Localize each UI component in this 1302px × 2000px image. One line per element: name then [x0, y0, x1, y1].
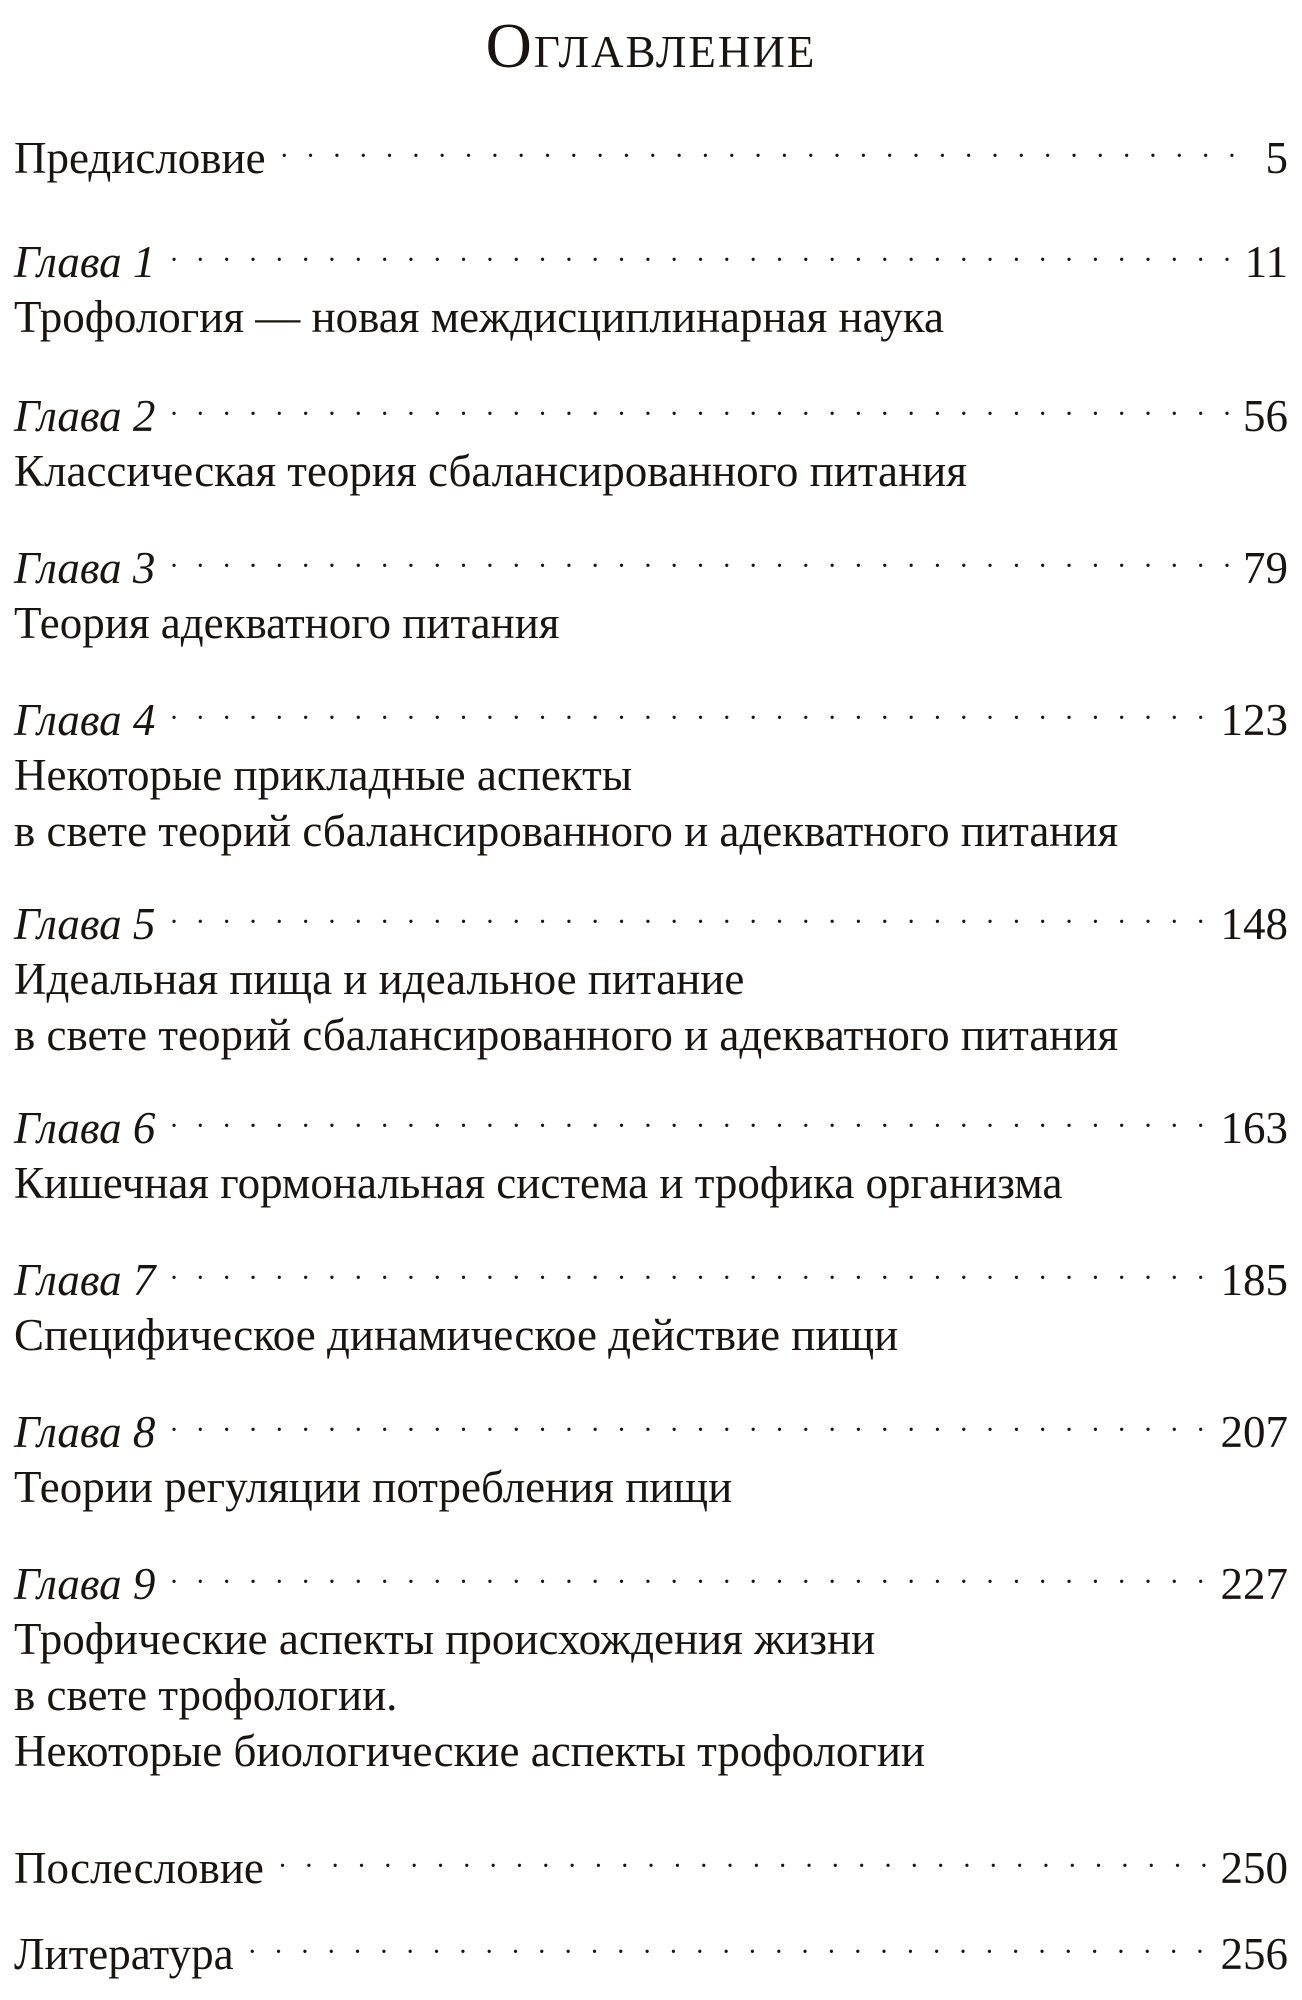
toc-entry-chapter-7[interactable] [14, 1250, 1288, 1310]
dot-leader [169, 1553, 1210, 1613]
chapter-6-title: Кишечная гормональная система и трофика организма [14, 1158, 1063, 1208]
toc-entry-afterword[interactable] [14, 1838, 1288, 1898]
dot-leader [169, 231, 1234, 291]
toc-entry-chapter-1[interactable] [14, 232, 1288, 292]
chapter-4-title-line-2: в свете теорий сбалансированного и адекватного питания [14, 806, 1119, 856]
toc-entry-chapter-3[interactable] [14, 538, 1288, 598]
dot-leader [169, 1249, 1210, 1309]
toc-entry-chapter-6[interactable] [14, 1098, 1288, 1158]
toc-entry-page: 256 [1220, 1929, 1288, 1979]
toc-entry-label: Глава 2 [14, 391, 156, 441]
toc-entry-chapter-8[interactable] [14, 1402, 1288, 1462]
dot-leader [169, 537, 1233, 597]
chapter-8-title: Теории регуляции потребления пищи [14, 1462, 733, 1512]
chapter-5-title-line-2: в свете теорий сбалансированного и адекватного питания [14, 1010, 1119, 1060]
chapter-4-title-line-1: Некоторые прикладные аспекты [14, 750, 633, 800]
toc-entry-page: 227 [1220, 1559, 1288, 1609]
toc-entry-label: Глава 3 [14, 543, 156, 593]
toc-entry-page: 5 [1265, 133, 1288, 183]
dot-leader [169, 893, 1210, 953]
toc-entry-page: 11 [1244, 237, 1288, 287]
toc-entry-chapter-5[interactable] [14, 894, 1288, 954]
dot-leader [169, 1401, 1210, 1461]
dot-leader [169, 385, 1233, 445]
page-title: Оглавление [485, 10, 817, 81]
toc-entry-page: 79 [1243, 543, 1288, 593]
chapter-9-title-line-2: в свете трофологии. [14, 1670, 398, 1720]
toc-entry-page: 207 [1220, 1407, 1288, 1457]
dot-leader [169, 689, 1210, 749]
toc-entry-label: Глава 4 [14, 695, 156, 745]
toc-entry-label: Глава 1 [14, 237, 156, 287]
toc-entry-page: 163 [1220, 1103, 1288, 1153]
toc-entry-chapter-9[interactable] [14, 1554, 1288, 1614]
chapter-3-title: Теория адекватного питания [14, 598, 560, 648]
chapter-9-title-line-1: Трофические аспекты происхождения жизни [14, 1614, 876, 1664]
toc-entry-chapter-4[interactable] [14, 690, 1288, 750]
dot-leader [169, 1097, 1210, 1157]
toc-entry-page: 56 [1243, 391, 1288, 441]
chapter-7-title: Специфическое динамическое действие пищи [14, 1310, 899, 1360]
chapter-5-title-line-1: Идеальная пища и идеальное питание [14, 954, 745, 1004]
chapter-2-title: Классическая теория сбалансированного питания [14, 446, 967, 496]
toc-entry-references[interactable] [14, 1924, 1288, 1984]
dot-leader [278, 1837, 1211, 1897]
dot-leader [280, 127, 1256, 187]
toc-entry-label: Глава 7 [14, 1255, 156, 1305]
toc-entry-label: Глава 6 [14, 1103, 156, 1153]
chapter-9-title-line-3: Некоторые биологические аспекты трофологии [14, 1726, 926, 1776]
toc-entry-label: Предисловие [14, 133, 266, 183]
toc-entry-page: 123 [1220, 695, 1288, 745]
toc-entry-label: Глава 5 [14, 899, 156, 949]
toc-entry-page: 250 [1220, 1843, 1288, 1893]
toc-entry-page: 148 [1220, 899, 1288, 949]
toc-entry-label: Глава 9 [14, 1559, 156, 1609]
toc-entry-label: Литература [14, 1929, 234, 1979]
toc-entry-preface[interactable] [14, 128, 1288, 188]
chapter-1-title: Трофология — новая междисциплинарная наука [14, 292, 944, 342]
toc-entry-chapter-2[interactable] [14, 386, 1288, 446]
dot-leader [248, 1923, 1211, 1983]
toc-entry-page: 185 [1220, 1255, 1288, 1305]
toc-entry-label: Глава 8 [14, 1407, 156, 1457]
toc-entry-label: Послесловие [14, 1843, 264, 1893]
